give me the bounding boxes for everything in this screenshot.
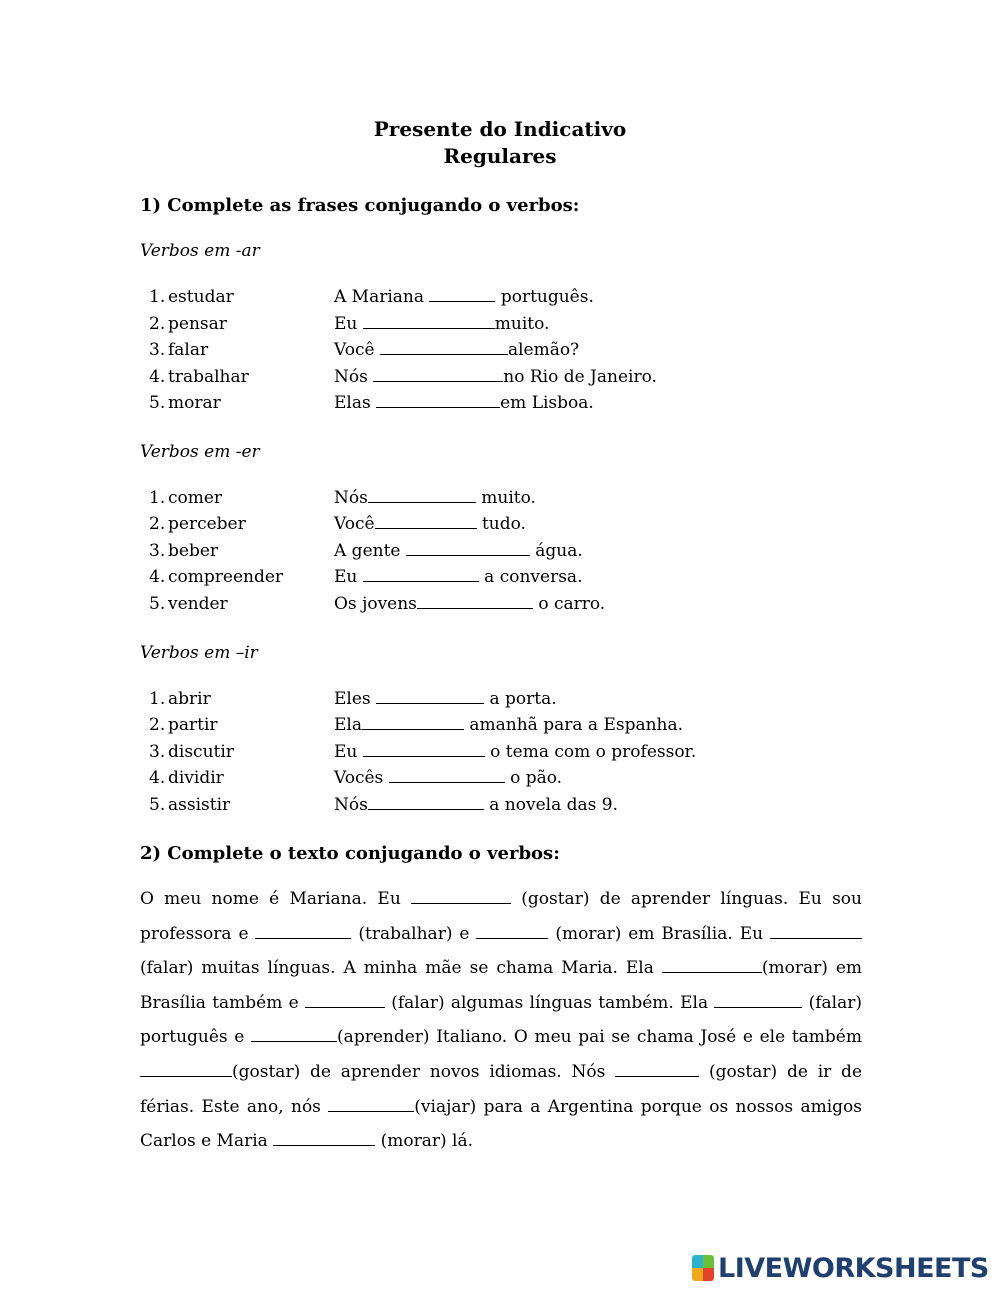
item-number: 3.: [149, 340, 166, 360]
item-verb: perceber: [168, 514, 246, 534]
answer-blank[interactable]: [662, 956, 762, 973]
liveworksheets-logo[interactable]: [692, 1253, 989, 1283]
item-verb: pensar: [168, 314, 227, 334]
group-label-er: Verbos em -er: [140, 442, 260, 462]
item-verb: compreender: [168, 567, 284, 587]
item-number: 3.: [149, 541, 166, 561]
answer-blank[interactable]: [368, 793, 484, 810]
item-sentence: Eu a conversa.: [334, 567, 583, 587]
item-number: 5.: [149, 795, 166, 815]
item-number: 1.: [149, 287, 166, 307]
item-number: 2.: [149, 715, 166, 735]
item-sentence: A gente água.: [334, 541, 583, 561]
group-label-ar: Verbos em -ar: [140, 241, 260, 261]
answer-blank[interactable]: [376, 687, 484, 704]
item-verb: abrir: [168, 689, 211, 709]
item-number: 1.: [149, 488, 166, 508]
item-verb: morar: [168, 393, 221, 413]
logo-text: LIVEWORKSHEETS: [718, 1252, 989, 1284]
answer-blank[interactable]: [406, 539, 530, 556]
item-sentence: Vocês o pão.: [334, 768, 563, 788]
item-sentence: Você tudo.: [334, 514, 526, 534]
answer-blank[interactable]: [273, 1129, 375, 1146]
answer-blank[interactable]: [389, 766, 505, 783]
group-label-ir: Verbos em –ir: [140, 643, 258, 663]
item-number: 1.: [149, 689, 166, 709]
item-number: 5.: [149, 594, 166, 614]
answer-blank[interactable]: [429, 285, 495, 302]
item-verb: falar: [168, 340, 209, 360]
item-number: 2.: [149, 514, 166, 534]
answer-blank[interactable]: [251, 1025, 337, 1042]
answer-blank[interactable]: [373, 365, 503, 382]
item-number: 4.: [149, 567, 166, 587]
item-number: 3.: [149, 742, 166, 762]
answer-blank[interactable]: [368, 486, 476, 503]
answer-blank[interactable]: [411, 887, 511, 904]
answer-blank[interactable]: [140, 1060, 232, 1077]
item-number: 4.: [149, 367, 166, 387]
item-sentence: Nós muito.: [334, 488, 536, 508]
item-sentence: Nós a novela das 9.: [334, 795, 618, 815]
answer-blank[interactable]: [363, 565, 479, 582]
fill-in-paragraph: O meu nome é Mariana. Eu (gostar) de aprender línguas. Eu sou professora e (trabalhar) e (morar) em Brasília. Eu (falar) muitas línguas. A minha mãe se chama Maria. Ela (morar) em Brasília também e (falar) algumas línguas também. Ela (falar) português e (aprender) Italiano. O meu pai se chama José e ele também (gostar) de aprender novos idiomas. Nós (gostar) de ir de férias. Este ano, nós (viajar) para a Argentina porque os nossos amigos Carlos e Maria (morar) lá.: [140, 889, 863, 1152]
answer-blank[interactable]: [305, 991, 385, 1008]
item-verb: estudar: [168, 287, 234, 307]
item-sentence: Ela amanhã para a Espanha.: [334, 715, 684, 735]
item-sentence: Eu o tema com o professor.: [334, 742, 697, 762]
item-verb: vender: [168, 594, 228, 614]
answer-blank[interactable]: [328, 1095, 414, 1112]
title-line-1: Presente do Indicativo: [373, 117, 627, 141]
section-1-heading: 1) Complete as frases conjugando o verbos:: [140, 195, 580, 216]
answer-blank[interactable]: [714, 991, 802, 1008]
item-verb: comer: [168, 488, 223, 508]
answer-blank[interactable]: [615, 1060, 699, 1077]
section-2-heading: 2) Complete o texto conjugando o verbos:: [140, 843, 560, 864]
item-verb: partir: [168, 715, 218, 735]
item-verb: dividir: [168, 768, 224, 788]
answer-blank[interactable]: [476, 922, 548, 939]
item-sentence: Eu muito.: [334, 314, 550, 334]
item-verb: beber: [168, 541, 219, 561]
answer-blank[interactable]: [362, 713, 464, 730]
item-sentence: Nós no Rio de Janeiro.: [334, 367, 657, 387]
item-sentence: Eles a porta.: [334, 689, 557, 709]
item-verb: trabalhar: [168, 367, 249, 387]
answer-blank[interactable]: [363, 740, 485, 757]
item-number: 5.: [149, 393, 166, 413]
answer-blank[interactable]: [770, 922, 862, 939]
title-line-2: Regulares: [443, 144, 557, 168]
item-number: 4.: [149, 768, 166, 788]
answer-blank[interactable]: [255, 922, 351, 939]
answer-blank[interactable]: [376, 391, 500, 408]
answer-blank[interactable]: [363, 312, 495, 329]
item-verb: assistir: [168, 795, 231, 815]
item-sentence: Os jovens o carro.: [334, 594, 606, 614]
answer-blank[interactable]: [417, 592, 533, 609]
item-sentence: Você alemão?: [334, 340, 580, 360]
liveworksheets-logo-icon: [692, 1255, 714, 1281]
item-verb: discutir: [168, 742, 234, 762]
item-number: 2.: [149, 314, 166, 334]
item-sentence: A Mariana português.: [334, 287, 594, 307]
item-sentence: Elas em Lisboa.: [334, 393, 594, 413]
answer-blank[interactable]: [375, 512, 477, 529]
answer-blank[interactable]: [380, 338, 508, 355]
